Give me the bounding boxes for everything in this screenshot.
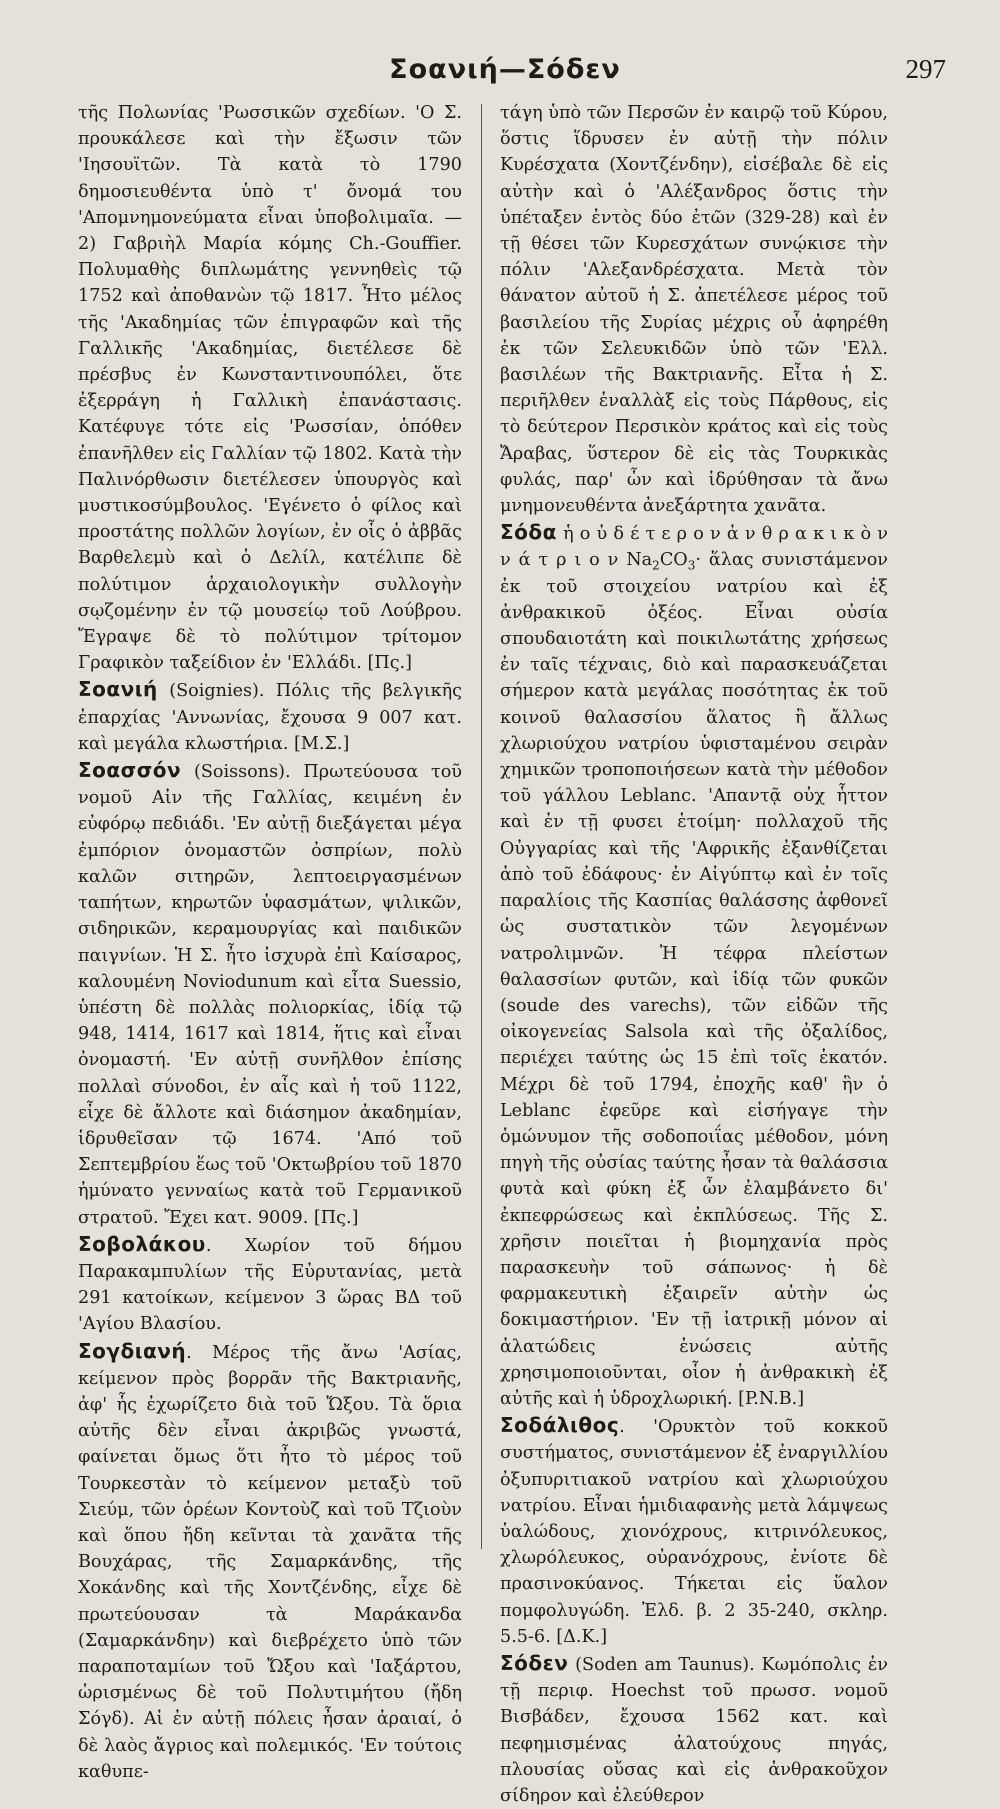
entry-sogdiane [78, 1338, 462, 1785]
entry-continuation-left [78, 100, 462, 676]
entry-headword: Σοανιή [78, 677, 158, 702]
entry-headword: Σοδάλιθος [500, 1413, 620, 1438]
entry-headword: Σοβολάκου [78, 1231, 206, 1256]
left-column [78, 100, 462, 1785]
entry-text: ἡ ο ὐ δ έ τ ε ρ ο ν ἀ ν θ ρ α κ ι κ ὸ ν ν ά τ ρ ι ο ν Na [500, 524, 888, 571]
entry-text: . Χωρίον τοῦ δήμου Παρακαμπυλίων τῆς Εὐρυτανίας, μετὰ 291 κατοίκων, κείμενον 3 ὥρας ΒΔ τοῦ 'Αγίου Βλασίου. [78, 1235, 462, 1335]
right-column [500, 100, 888, 1809]
entry-soignies [78, 676, 462, 757]
entry-headword: Σογδιανή [78, 1338, 187, 1363]
entry-text: · ἅλας συνιστάμενον ἐκ τοῦ στοιχείου νατρίου καὶ ἐξ ἀνθρακικοῦ ὀξέος. Εἶναι οὐσία σπουδαιοτάτη καὶ ποικιλωτάτης χρήσεως ἐν ταῖς τέχναις, διὸ καὶ παρασκευάζεται σήμερον κατὰ μεγάλας ποσότητας ἐκ τοῦ κοινοῦ θαλασσίου ἅλατος ἢ ἄλλως χλωριούχου νατρίου ὑφισταμένου σειρὰν χημικῶν τροποποιήσεων κατὰ τὴν μέθοδον τοῦ γάλλου Leblanc. 'Απαντᾷ οὐχ ἧττον καὶ ἐν τῇ φυσει ἑτοίμη· πολλαχοῦ τῆς Οὐγγαρίας καὶ τῆς 'Αφρικῆς ἐξανθίζεται ἀπὸ τοῦ ἐδάφους· ἐν Αἰγύπτῳ καὶ ἐν τοῖς παραλίοις τῆς Κασπίας θαλάσσης ἀφθονεῖ ὡς συστατικὸν τῶν λεγομένων νατρολιμνῶν. Ἡ τέφρα πλείστων θαλασσίων φυτῶν, καὶ ἰδίᾳ τῶν φυκῶν (soude des varechs), τῶν εἰδῶν τῆς οἰκογενείας Salsola καὶ τῆς ὀξαλίδος, περιέχει ταύτης ὡς 15 ἐπὶ τοῖς ἑκατόν. Μέχρι δὲ τοῦ 1794, ἐποχῆς καθ' ἣν ὁ Leblanc ἐφεῦρε καὶ εἰσήγαγε τὴν ὁμώνυμον τῆς σοδοποιΐας μέθοδον, μόνη πηγὴ τῆς οὐσίας ταύτης ἦσαν τὰ θαλάσσια φυτὰ καὶ φύκη ἐξ ὧν ἐλαμβάνετο δι' ἐκπεφρώσεως καὶ ἐκπλύσεως. Τῆς Σ. χρῆσιν ποιεῖται ἡ βιομηχανία πρὸς παρασκευὴν τοῦ σάπωνος· ἡ δὲ φαρμακευτικὴ ἐξαιρεῖν αὐτὴν ὡς δοκιμαστήριον. 'Εν τῇ ἰατρικῇ μόνον αἱ ἀλατώδεις ἑνώσεις αὐτῆς χρησιμοποιοῦνται, οἷον ἡ ἀνθρακικὴ ἐξ αὐτῆς καὶ ἡ ὑδροχλωρική. [P.N.B.] [500, 550, 888, 1409]
entry-soda [500, 519, 888, 1412]
entry-text: τάγη ὑπὸ τῶν Περσῶν ἐν καιρῷ τοῦ Κύρου, ὅστις ἵδρυσεν ἐν αὐτῇ τὴν πόλιν Κυρέσχατα (Χοντζένδην), εἰσέβαλε δὲ εἰς αὐτὴν καὶ ὁ 'Αλέξανδρος ὅστις τὴν ὑπέταξεν ἐντὸς δύο ἐτῶν (329-28) καὶ ἐν τῇ θέσει τῶν Κυρεσχάτων συνῴκισε τὴν πόλιν 'Αλεξανδρέσχατα. Μετὰ τὸν θάνατον αὐτοῦ ἡ Σ. ἀπετέλεσε μέρος τοῦ βασιλείου τῆς Συρίας μέχρις οὗ ἀφηρέθη ἐκ τῶν Σελευκιδῶν ὑπὸ τῶν 'Ελλ. βασιλέων τῆς Βακτριανῆς. Εἶτα ἡ Σ. περιῆλθεν ἐναλλὰξ εἰς τοὺς Πάρθους, εἰς τὸ δεύτερον Περσικὸν κράτος καὶ εἰς τοὺς Ἄραβας, ὕστερον δὲ εἰς τὰς Τουρκικὰς φυλάς, παρ' ὧν καὶ ἱδρύθησαν τὰ ἄνω μνημονευθέντα ἀνεξάρτητα χανᾶτα. [500, 103, 888, 517]
entry-soden [500, 1650, 888, 1809]
entry-text: . 'Ορυκτὸν τοῦ κοκκοῦ συστήματος, συνιστάμενον ἐξ ἐναργιλλίου ὀξυπυριτιακοῦ νατρίου καὶ χλωριούχου νατρίου. Εἶναι ἡμιδιαφανὴς μετὰ λάμψεως ὑαλώδους, χιονόχρους, κιτρινόλευκος, χλωρόλευκος, οὐρανόχρους, ἐνίοτε δὲ πρασινοκύανος. Τήκεται εἰς ὕαλον πομφολυγώδη. Ἐλδ. β. 2 35-240, σκληρ. 5.5-6. [Δ.Κ.] [500, 1417, 888, 1647]
formula-subscript: 3 [687, 558, 696, 573]
column-divider [481, 104, 482, 1549]
formula-subscript: 2 [652, 558, 660, 573]
page-number: 297 [905, 54, 946, 84]
entry-soissons [78, 757, 462, 1231]
entry-text: . Μέρος τῆς ἄνω 'Ασίας, κείμενον πρὸς βορρᾶν τῆς Βακτριανῆς, ἀφ' ἧς ἐχωρίζετο διὰ τοῦ Ὤξου. Τὰ ὅρια αὐτῆς δὲν εἶναι ἀκριβῶς γνωστά, φαίνεται ὅμως ὅτι ἦτο τὸ μέρος τοῦ Τουρκεστὰν τὸ κείμενον μεταξὺ τοῦ Σιεύμ, τῶν ὀρέων Κοντοὺζ καὶ τοῦ Τζιοὺν καὶ ὅπου ἤδη κεῖνται τὰ χανᾶτα τῆς Βουχάρας, τῆς Σαμαρκάνδης, τῆς Χοκάνδης καὶ τῆς Χοντζένδης, εἶχε δὲ πρωτεύουσαν τὰ Μαράκανδα (Σαμαρκάνδην) καὶ διεβρέχετο ὑπὸ τῶν παραποταμίων τοῦ Ὤξου καὶ 'Ιαξάρτου, ὡρισμένως δὲ τοῦ Πολυτιμήτου (ἤδη Σόγδ). Αἱ ἐν αὐτῇ πόλεις ἦσαν ἀραιαί, ὁ δὲ λαὸς ἄγριος καὶ πολεμικός. 'Εν τούτοις καθυπε- [78, 1342, 462, 1782]
entry-continuation-right [500, 100, 888, 519]
entry-sovolakou [78, 1231, 462, 1338]
entry-headword: Σόδα [500, 520, 557, 545]
entry-text: τῆς Πολωνίας 'Ρωσσικῶν σχεδίων. 'Ο Σ. προυκάλεσε καὶ τὴν ἔξωσιν τῶν 'Ιησουϊτῶν. Τὰ κατὰ τὸ 1790 δημοσιευθέντα ὑπὸ τ' ὄνομά του 'Απομνημονεύματα εἶναι ὑποβολιμαῖα. — 2) Γαβριὴλ Μαρία κόμης Ch.-Gouffier. Πολυμαθὴς διπλωμάτης γεννηθεὶς τῷ 1752 καὶ ἀποθανὼν τῷ 1817. Ἦτο μέλος τῆς 'Ακαδημίας τῶν ἐπιγραφῶν καὶ τῆς Γαλλικῆς 'Ακαδημίας, διετέλεσε δὲ πρέσβυς ἐν Κωνσταντινουπόλει, ὅτε ἐξερράγη ἡ Γαλλικὴ ἐπανάστασις. Κατέφυγε τότε εἰς 'Ρωσσίαν, ὁπόθεν ἐπανῆλθεν εἰς Γαλλίαν τῷ 1802. Κατὰ τὴν Παλινόρθωσιν διετέλεσεν ὑπουργὸς καὶ μυστικοσύμβουλος. 'Εγένετο ὁ φίλος καὶ προστάτης πολλῶν λογίων, ἐν οἷς ὁ ἀββᾶς Βαρθελεμὺ καὶ ὁ Δελίλ, κατέλιπε δὲ πολύτιμον ἀρχαιολογικὴν συλλογὴν σῳζομένην ἐν τῷ μουσείῳ τοῦ Λούβρου. Ἔγραψε δὲ τὸ πολύτιμον τρίτομον Γραφικὸν ταξείδιον ἐν 'Ελλάδι. [Πς.] [78, 103, 462, 674]
entry-text: (Soissons). Πρωτεύουσα τοῦ νομοῦ Αἰν τῆς Γαλλίας, κειμένη ἐν εὐφόρῳ πεδιάδι. 'Εν αὐτῇ διεξάγεται μέγα ἐμπόριον ὀνομαστῶν ὀσπρίων, πολὺ καλῶν σιτηρῶν, λεπτοειργασμένων ταπήτων, κηρωτῶν ὑφασμάτων, ψιλικῶν, σιδηρικῶν, κεραμουργίας καὶ παιδικῶν παιγνίων. Ἡ Σ. ἦτο ἰσχυρὰ ἐπὶ Καίσαρος, καλουμένη Noviodunum καὶ εἶτα Suessio, ὑπέστη δὲ πολλὰς πολιορκίας, ἰδίᾳ τῷ 948, 1414, 1617 καὶ 1814, ἥτις καὶ εἶναι ὀνομαστή. 'Εν αὐτῇ συνῆλθον ἐπίσης πολλαὶ σύνοδοι, ἐν αἷς καὶ ἡ τοῦ 1122, εἶχε δὲ ἄλλοτε καὶ διάσημον ἀκαδημίαν, ἱδρυθεῖσαν τῷ 1674. 'Από τοῦ Σεπτεμβρίου ἕως τοῦ 'Οκτωβρίου τοῦ 1870 ἠμύνατο γενναίως κατὰ τοῦ Γερμανικοῦ στρατοῦ. Ἔχει κατ. 9009. [Πς.] [78, 762, 462, 1228]
formula-part: CO [659, 550, 688, 571]
running-head-title: Σοανιή—Σόδεν [389, 54, 621, 85]
entry-headword: Σοασσόν [78, 758, 182, 783]
entry-headword: Σόδεν [500, 1650, 569, 1675]
entry-text: (Soignies). Πόλις τῆς βελγικῆς ἐπαρχίας 'Αννωνίας, ἔχουσα 9 007 κατ. καὶ μεγάλα κλωστήρια. [Μ.Σ.] [78, 681, 462, 754]
entry-sodalite [500, 1412, 888, 1650]
entry-text: (Soden am Taunus). Κωμόπολις ἐν τῇ περιφ. Hoechst τοῦ πρωσσ. νομοῦ Βισβάδεν, ἔχουσα 1562 κατ. καὶ πεφημισμένας ἀλατούχους πηγάς, πλουσίας οὔσας καὶ εἰς ἀνθρακοῦχον σίδηρον καὶ ἐλεύθερον [500, 1654, 888, 1806]
running-header [60, 52, 950, 92]
